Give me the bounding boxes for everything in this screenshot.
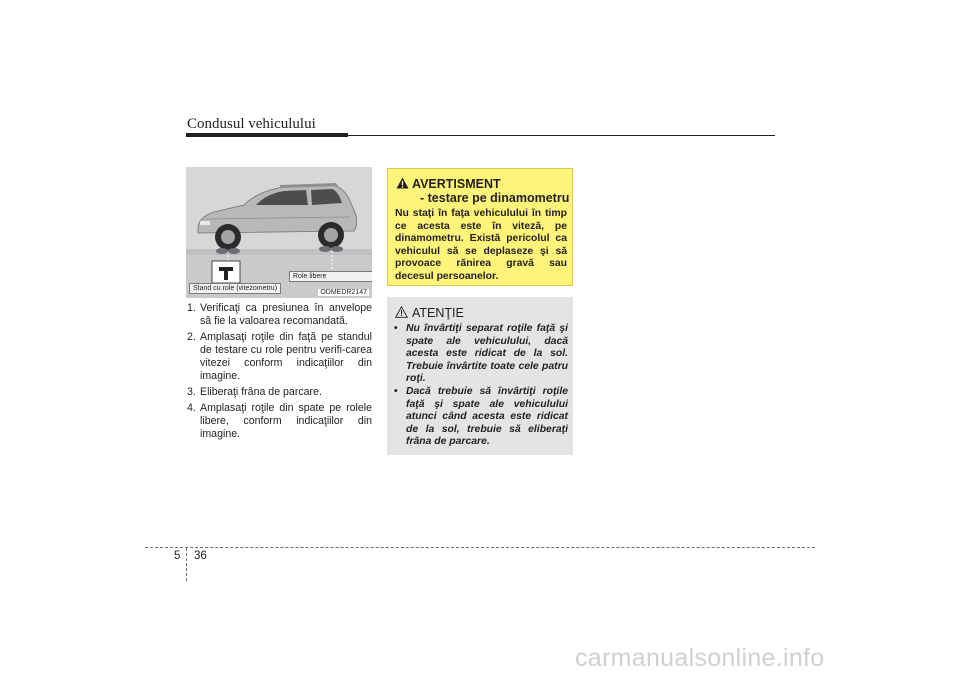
caution-item bbox=[394, 323, 568, 386]
warning-body: Nu staţi în faţa vehiculului în timp ce acesta este în viteză, pe dinamometru. Există pericolul ca vehiculul să se deplaseze şi să provoace rănirea gravă sau decesul persoanelor. bbox=[395, 208, 567, 282]
footer-dashed-line bbox=[145, 547, 815, 548]
caution-list bbox=[394, 323, 568, 449]
rear-roller-b bbox=[331, 246, 343, 252]
watermark: carmanualsonline.info bbox=[575, 644, 825, 672]
procedure-steps bbox=[186, 302, 372, 444]
step-number: 1. bbox=[187, 302, 196, 314]
platform-edge bbox=[186, 249, 372, 255]
bullet-marker: • bbox=[394, 385, 398, 397]
caution-triangle-icon bbox=[395, 306, 408, 318]
warning-title: AVERTISMENT bbox=[412, 177, 501, 191]
warning-triangle-icon bbox=[396, 177, 409, 189]
rear-roller-a bbox=[319, 246, 331, 252]
step-item bbox=[186, 386, 372, 399]
step-item bbox=[186, 302, 372, 328]
step-number: 2. bbox=[187, 331, 196, 343]
rear-wheel bbox=[318, 222, 344, 248]
step-text: Amplasaţi roţile din faţă pe standul de testare cu role pentru verifi-carea vitezei conform indicaţiilor din imagine. bbox=[200, 331, 372, 382]
step-text: Amplasaţi roţile din spate pe rolele libere, conform indicaţiilor din imagine. bbox=[200, 402, 372, 440]
step-item bbox=[186, 402, 372, 441]
step-number: 3. bbox=[187, 386, 196, 398]
figure-code: ODMEDR2147 bbox=[320, 289, 367, 296]
caution-box bbox=[387, 297, 573, 455]
step-text: Verificaţi ca presiunea în anvelope să fie la valoarea recomandată. bbox=[200, 302, 372, 327]
step-text: Eliberaţi frâna de parcare. bbox=[200, 386, 322, 398]
warning-box bbox=[387, 168, 573, 286]
step-item bbox=[186, 331, 372, 383]
caution-item-text: Dacă trebuie să învârtiţi roţile faţă şi spate ale vehiculului atunci când acesta este ridicat de la sol, trebuie să eliberaţi frâna de parcare. bbox=[406, 385, 568, 448]
page-number: 36 bbox=[194, 550, 207, 562]
dynamometer-illustration bbox=[186, 167, 372, 298]
front-roller-b bbox=[228, 248, 240, 254]
roller-stand-icon bbox=[212, 261, 240, 283]
warning-subtitle: - testare pe dinamometru bbox=[420, 191, 570, 205]
header-rule-thin bbox=[348, 135, 775, 136]
figure-label-free-rollers: Role libere bbox=[289, 271, 372, 282]
footer-dashed-divider bbox=[186, 548, 187, 581]
front-roller-a bbox=[216, 248, 228, 254]
caution-item bbox=[394, 386, 568, 449]
figure-label-roller-stand: Stand cu role (vitezometru) bbox=[189, 283, 281, 294]
page-chapter: 5 bbox=[174, 550, 181, 562]
front-wheel bbox=[215, 224, 241, 250]
step-number: 4. bbox=[187, 402, 196, 414]
header-title: Condusul vehiculului bbox=[187, 116, 316, 132]
caution-item-text: Nu învârtiţi separat roţile faţă şi spate ale vehiculului, dacă acesta este ridicat de la sol. Trebuie învârtite toate cele patru roţi. bbox=[406, 323, 568, 385]
bullet-marker: • bbox=[394, 323, 398, 334]
header-rule-thick bbox=[186, 133, 348, 137]
caution-title: ATENŢIE bbox=[412, 306, 464, 320]
